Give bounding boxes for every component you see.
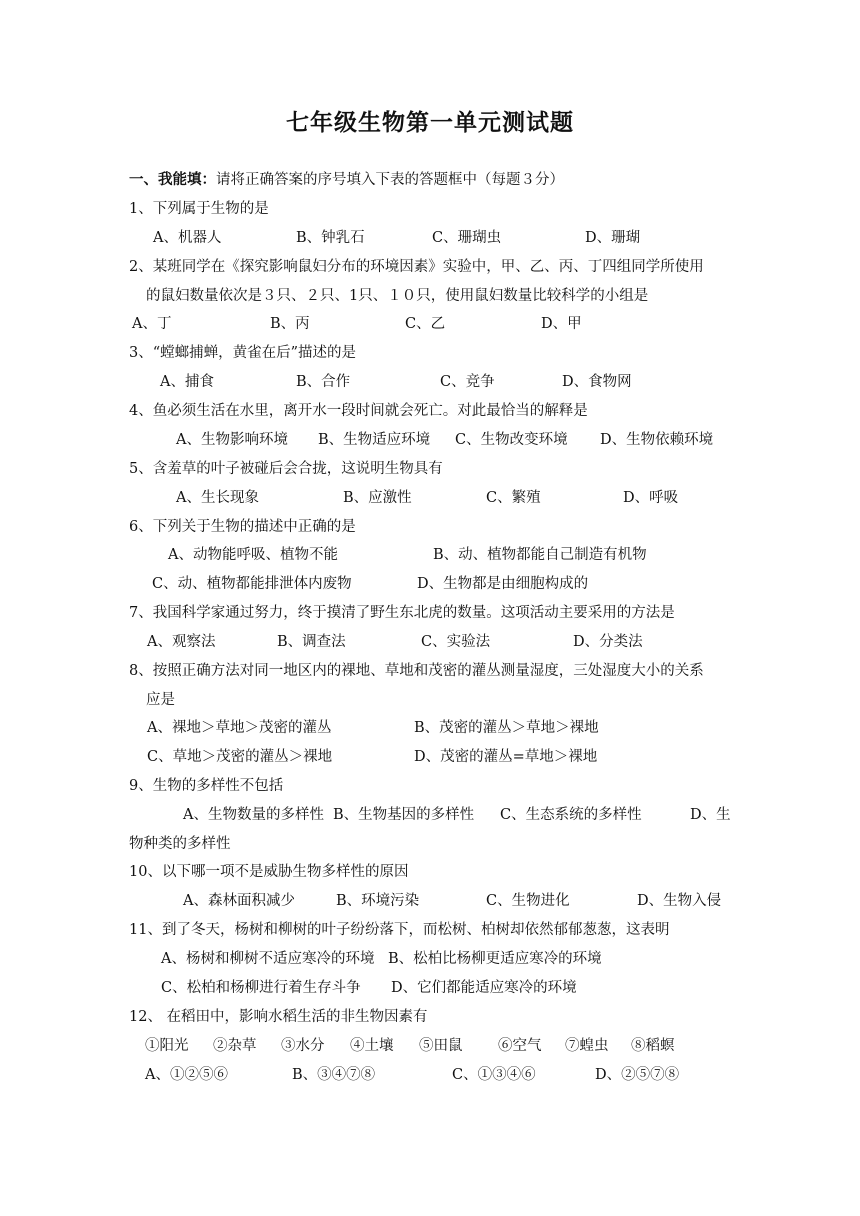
item-5: ⑤田鼠 (419, 1038, 463, 1054)
option-b: B、松柏比杨柳更适应寒冷的环境 (388, 951, 602, 967)
option-b: B、合作 (296, 374, 351, 390)
option-d: D、生物入侵 (637, 893, 722, 909)
item-6: ⑥空气 (498, 1038, 542, 1054)
item-7: ⑦蝗虫 (565, 1038, 609, 1054)
option-a: A、机器人 (153, 230, 222, 246)
option-a: A、生长现象 (176, 490, 259, 506)
option-c: C、生物进化 (486, 893, 570, 909)
question-stem: 10、以下哪一项不是威胁生物多样性的原因 (129, 864, 409, 880)
option-a: A、捕食 (160, 374, 214, 390)
question-stem: 8、按照正确方法对同一地区内的裸地、草地和茂密的灌丛测量湿度，三处湿度大小的关系 (129, 663, 704, 679)
option-a: A、森林面积减少 (183, 893, 295, 909)
question-stem: 3、“螳螂捕蝉，黄雀在后”描述的是 (129, 345, 357, 361)
page-title: 七年级生物第一单元测试题 (286, 110, 574, 136)
option-d: D、珊瑚 (585, 230, 641, 246)
question-stem: 11、到了冬天，杨树和柳树的叶子纷纷落下，而松树、柏树却依然郁郁葱葱，这表明 (129, 922, 670, 938)
option-a: A、丁 (132, 316, 172, 332)
option-d: D、②⑤⑦⑧ (595, 1067, 680, 1083)
option-b: B、生物基因的多样性 (333, 807, 475, 823)
option-d: D、茂密的灌丛=草地＞裸地 (414, 749, 598, 765)
option-d: D、呼吸 (623, 490, 679, 506)
option-d: D、食物网 (562, 374, 632, 390)
option-a: A、观察法 (147, 634, 216, 650)
option-d-wrap: 物种类的多样性 (129, 836, 231, 852)
option-c: C、生态系统的多样性 (500, 807, 642, 823)
section-instruction: 请将正确答案的序号填入下表的答题框中（每题３分） (216, 172, 564, 188)
option-b: B、茂密的灌丛＞草地＞裸地 (414, 720, 599, 736)
option-d: D、它们都能适应寒冷的环境 (391, 980, 577, 996)
option-c: C、乙 (405, 316, 446, 332)
item-8: ⑧稻螟 (631, 1038, 675, 1054)
question-stem: 1、下列属于生物的是 (129, 201, 269, 217)
option-d: D、生物都是由细胞构成的 (417, 576, 589, 592)
option-c: C、竞争 (440, 374, 495, 390)
item-1: ①阳光 (145, 1038, 189, 1054)
item-3: ③水分 (281, 1038, 325, 1054)
question-stem: 9、生物的多样性不包括 (129, 778, 284, 794)
option-b: B、丙 (270, 316, 310, 332)
question-stem-cont: 的鼠妇数量依次是３只、２只、1只、１０只，使用鼠妇数量比较科学的小组是 (146, 288, 649, 304)
option-c: C、实验法 (421, 634, 491, 650)
option-c: C、珊瑚虫 (432, 230, 502, 246)
option-b: B、③④⑦⑧ (292, 1067, 376, 1083)
option-d: D、生 (690, 807, 731, 823)
option-c: C、生物改变环境 (455, 432, 568, 448)
option-d: D、甲 (541, 316, 582, 332)
item-4: ④土壤 (350, 1038, 394, 1054)
question-stem: 4、鱼必须生活在水里，离开水一段时间就会死亡。对此最恰当的解释是 (129, 403, 588, 419)
option-c: C、草地＞茂密的灌丛＞裸地 (147, 749, 333, 765)
option-b: B、钟乳石 (296, 230, 365, 246)
option-a: A、动物能呼吸、植物不能 (168, 547, 338, 563)
option-b: B、生物适应环境 (318, 432, 431, 448)
question-stem: 2、某班同学在《探究影响鼠妇分布的环境因素》实验中，甲、乙、丙、丁四组同学所使用 (129, 259, 704, 275)
question-stem-cont: 应是 (146, 692, 175, 708)
option-b: B、环境污染 (336, 893, 420, 909)
option-c: C、繁殖 (486, 490, 541, 506)
option-b: B、应激性 (343, 490, 412, 506)
option-d: D、分类法 (573, 634, 643, 650)
option-a: A、①②⑤⑥ (145, 1067, 228, 1083)
question-stem: 12、 在稻田中，影响水稻生活的非生物因素有 (129, 1009, 428, 1025)
option-a: A、生物数量的多样性 (183, 807, 324, 823)
item-2: ②杂草 (213, 1038, 257, 1054)
option-c: C、①③④⑥ (452, 1067, 536, 1083)
question-stem: 6、下列关于生物的描述中正确的是 (129, 519, 356, 535)
option-b: B、动、植物都能自己制造有机物 (433, 547, 647, 563)
question-stem: 7、我国科学家通过努力，终于摸清了野生东北虎的数量。这项活动主要采用的方法是 (129, 605, 675, 621)
question-stem: 5、含羞草的叶子被碰后会合拢，这说明生物具有 (129, 461, 443, 477)
section-head: 一、我能填： (129, 172, 216, 188)
option-a: A、裸地＞草地＞茂密的灌丛 (147, 720, 332, 736)
option-b: B、调查法 (277, 634, 346, 650)
section-heading (129, 170, 564, 190)
option-c: C、松柏和杨柳进行着生存斗争 (161, 980, 361, 996)
option-a: A、杨树和柳树不适应寒冷的环境 (161, 951, 375, 967)
option-d: D、生物依赖环境 (600, 432, 714, 448)
option-c: C、动、植物都能排泄体内废物 (152, 576, 352, 592)
option-a: A、生物影响环境 (176, 432, 288, 448)
